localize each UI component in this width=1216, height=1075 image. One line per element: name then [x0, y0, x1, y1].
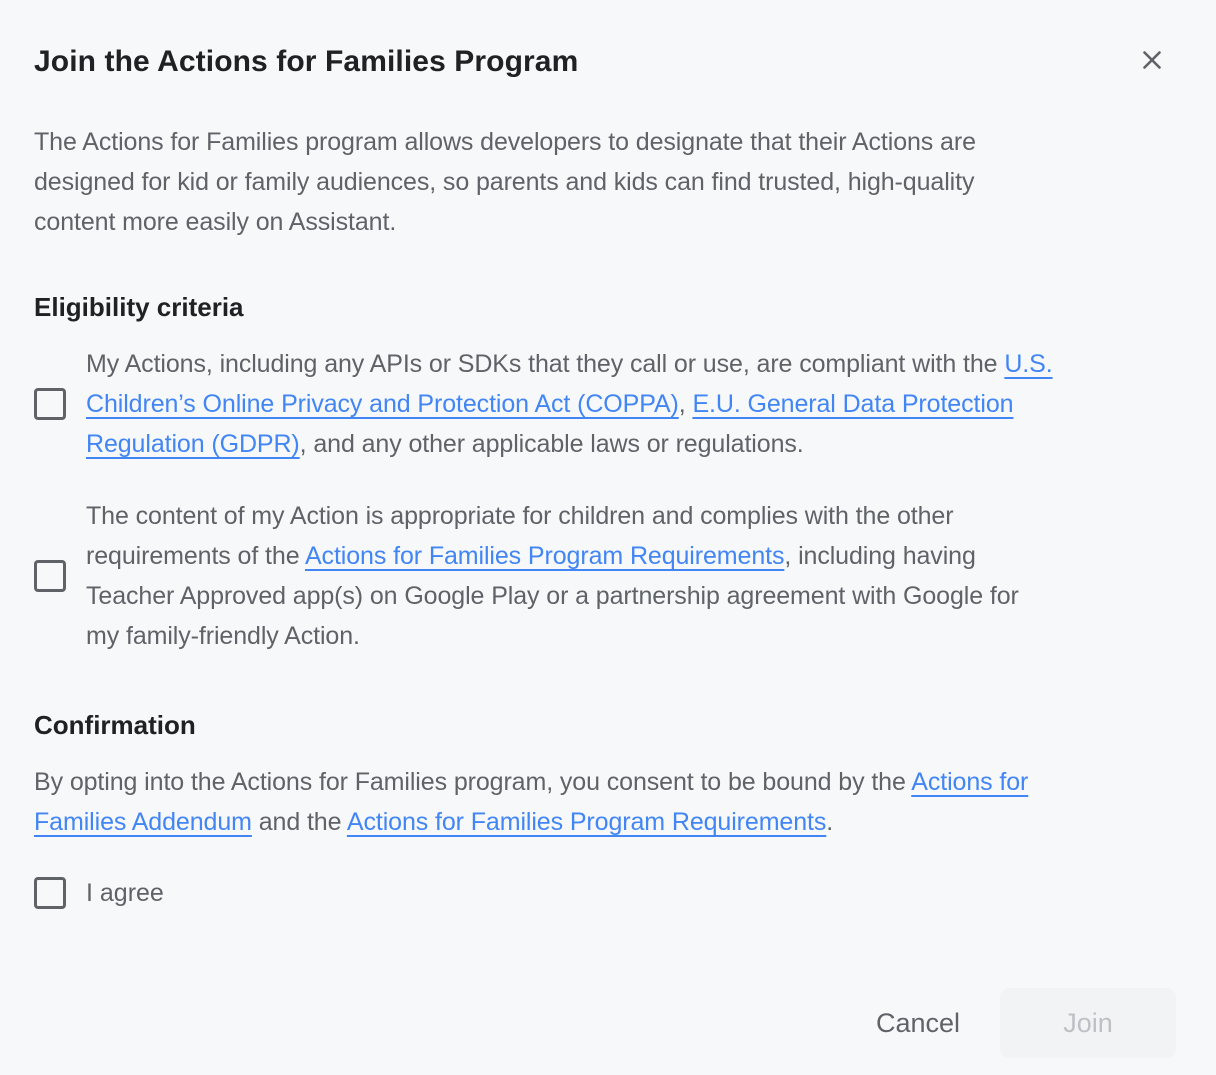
eligibility-heading: Eligibility criteria [34, 292, 244, 322]
inline-link[interactable]: Regulation (GDPR) [86, 430, 300, 458]
inline-link[interactable]: E.U. General Data Protection [692, 390, 1014, 418]
i-agree-checkbox[interactable] [34, 877, 66, 909]
dialog-footer [34, 988, 1182, 1058]
join-button[interactable]: Join [1000, 988, 1176, 1058]
confirmation-heading: Confirmation [34, 710, 196, 740]
inline-link[interactable]: U.S. [1004, 350, 1053, 378]
inline-link[interactable]: Actions for [911, 768, 1029, 796]
dialog-header [34, 44, 1182, 80]
inline-link[interactable]: Actions for Families Program Requirements [304, 542, 785, 570]
cancel-button[interactable]: Cancel [860, 998, 976, 1049]
eligibility-item-content-text: The content of my Action is appropriate for children and complies with the other requirements of the Actions for Families Program Requirements, including having Teacher Approved app(s) on Google Play or a partnership agreement with Google for my family-friendly Action. [86, 502, 1019, 650]
agree-row [34, 874, 1182, 912]
i-agree-label: I agree [86, 879, 164, 907]
inline-link[interactable]: Families Addendum [34, 808, 252, 836]
confirmation-text: By opting into the Actions for Families program, you consent to be bound by the Actions for Families Addendum and the Actions for Families Program Requirements. [34, 768, 1029, 836]
close-icon[interactable] [1134, 42, 1170, 78]
eligibility-item-coppa-text: My Actions, including any APIs or SDKs that they call or use, are compliant with the U.S. Children’s Online Privacy and Protection Act (COPPA), E.U. General Data Protection Regulation (GDPR), and any other applicable laws or regulations. [86, 350, 1053, 458]
dialog-title: Join the Actions for Families Program [34, 45, 579, 78]
content-appropriate-checkbox[interactable] [34, 560, 66, 592]
inline-link[interactable]: Children’s Online Privacy and Protection Act (COPPA) [86, 390, 679, 418]
eligibility-item-coppa [34, 344, 1182, 464]
coppa-gdpr-checkbox[interactable] [34, 388, 66, 420]
inline-link[interactable]: Actions for Families Program Requirements [346, 808, 827, 836]
intro-text: The Actions for Families program allows developers to designate that their Actions are designed for kid or family audiences, so parents and kids can find trusted, high-quality content more easily on Assistant. [34, 128, 976, 236]
eligibility-item-content [34, 496, 1182, 656]
